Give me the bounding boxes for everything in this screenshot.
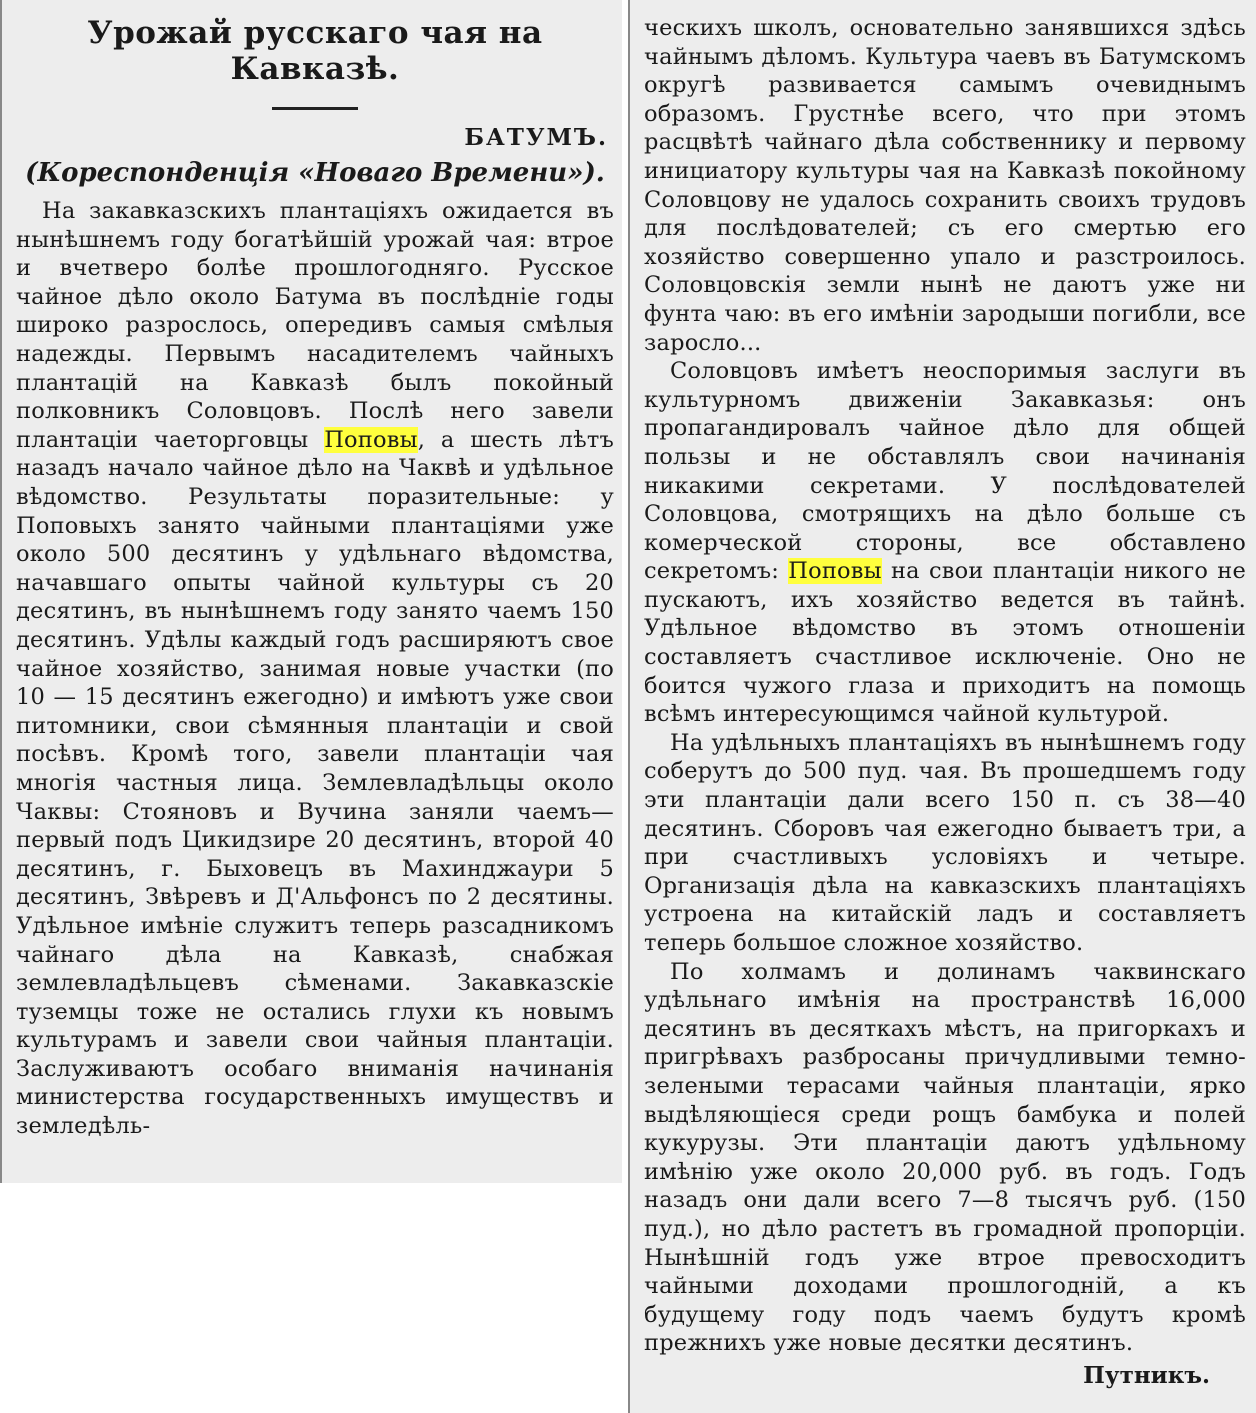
paragraph [16, 197, 614, 1141]
left-column-text [16, 197, 614, 1141]
article-column-right [628, 0, 1256, 1413]
headline-divider [272, 107, 358, 110]
paragraph: На удѣльныхъ плантаціяхъ въ нынѣшнемъ году соберутъ до 500 пуд. чая. Въ прошедшемъ году эти плантаціи дали всего 150 п. съ 38—40 десятинъ. Сборовъ чая ежегодно бываетъ три, а при счастливыхъ условіяхъ и четыре. Организація дѣла на кавказскихъ плантаціяхъ устроена на китайскій ладъ и составляетъ теперь большое сложное хозяйство. [644, 729, 1246, 956]
paragraph [644, 357, 1246, 729]
article-column-left [0, 0, 622, 1183]
article-byline: (Кореспонденція «Новаго Времени»). [25, 157, 605, 188]
article-headline: Урожай русскаго чая на Кавказѣ. [87, 15, 543, 87]
paragraph: ческихъ школъ, основательно занявшихся здѣсь чайнымъ дѣломъ. Культура чаевъ въ Батумскомъ округѣ развивается самымъ очевиднымъ образомъ. Грустнѣе всего, что при этомъ расцвѣтѣ чайнаго дѣла собственнику и первому инициатору культуры чая на Кавказѣ покойному Соловцову не удалось сохранить своихъ трудовъ для послѣдователей; съ его смертью его хозяйство совершенно упало и разстроилось. Соловцовскія земли нынѣ не даютъ уже ни фунта чаю: въ его имѣніи зародыши погибли, все заросло... [644, 15, 1246, 356]
paragraph: По холмамъ и долинамъ чаквинскаго удѣльнаго имѣнія на пространствѣ 16,000 десятинъ въ десяткахъ мѣстъ, на пригоркахъ и пригрѣвахъ разбросаны причудливыми темно-зелеными терасами чайныя плантаціи, ярко выдѣляющіеся среди рощъ бамбука и полей кукурузы. Эти плантаціи даютъ удѣльному имѣнію уже около 20,000 руб. въ годъ. Годъ назадъ они дали всего 7—8 тысячъ руб. (150 пуд.), но дѣло растетъ въ громадной пропорціи. Нынѣшній годъ уже втрое превосходитъ чайными доходами прошлогодній, а къ будущему году подъ чаемъ будутъ кромѣ прежнихъ уже новые десятки десятинъ. [644, 958, 1246, 1357]
paragraph-text: На закавказскихъ плантаціяхъ ожидается въ нынѣшнемъ году богатѣйшій урожай чая: втрое и вчетверо болѣе прошлогодняго. Русское чайное дѣло около Батума въ послѣдніе годы широко разрослось, опередивъ самыя смѣлыя надежды. Первымъ насадителемъ чайныхъ плантацій на Кавказѣ былъ покойный полковникъ Соловцовъ. Послѣ него завели плантаціи чаеторговцы [16, 198, 614, 453]
article-signature: Путникъ. [1083, 1361, 1210, 1389]
paragraph-text: на свои плантаціи никого не пускаютъ, ихъ хозяйство ведется въ тайнѣ. Удѣльное вѣдомство въ этомъ отношеніи составляетъ счастливое исключеніе. Оно не боится чужого глаза и приходитъ на помощь всѣмъ интересующимся чайной культурой. [644, 558, 1246, 728]
paragraph-text: , а шесть лѣтъ назадъ начало чайное дѣло на Чаквѣ и удѣльное вѣдомство. Результаты поразительные: у Поповыхъ занято чайными плантаціями уже около 500 десятинъ у удѣльнаго вѣдомства, начавшаго опыты чайной культуры съ 20 десятинъ, въ нынѣшнемъ году занято чаемъ 150 десятинъ. Удѣлы каждый годъ расширяютъ свое чайное хозяйство, занимая новые участки (по 10 — 15 десятинъ ежегодно) и имѣютъ уже свои питомники, свои сѣмянныя плантаціи и свой посѣвъ. Кромѣ того, завели плантаціи чая многія частныя лица. Землевладѣльцы около Чаквы: Стояновъ и Вучина заняли чаемъ—первый подъ Цикидзире 20 десятинъ, второй 40 десятинъ, г. Быховецъ въ Махинджаури 5 десятинъ, Звѣревъ и Д'Альфонсъ по 2 десятины. Удѣльное имѣніе служитъ теперь разсадникомъ чайнаго дѣла на Кавказѣ, снабжая землевладѣльцевъ сѣменами. Закавказскіе туземцы тоже не остались глухи къ новымъ культурамъ и завели свои чайныя плантаціи. Заслуживаютъ особаго вниманія начинанія министерства государственныхъ имуществъ и земледѣль- [16, 426, 615, 1140]
right-column-text [644, 14, 1246, 1358]
article-dateline: БАТУМЪ. [464, 124, 608, 152]
highlighted-term: Поповы [324, 426, 418, 453]
paragraph-text: Соловцовъ имѣетъ неоспоримыя заслуги въ культурномъ движеніи Закавказья: онъ пропагандировалъ чайное дѣло для общей пользы и не обставлялъ свои начинанія никакими секретами. У послѣдователей Соловцова, смотрящихъ на дѣло больше съ комерческой стороны, все обставлено секретомъ: [644, 358, 1246, 585]
highlighted-term: Поповы [788, 558, 882, 585]
